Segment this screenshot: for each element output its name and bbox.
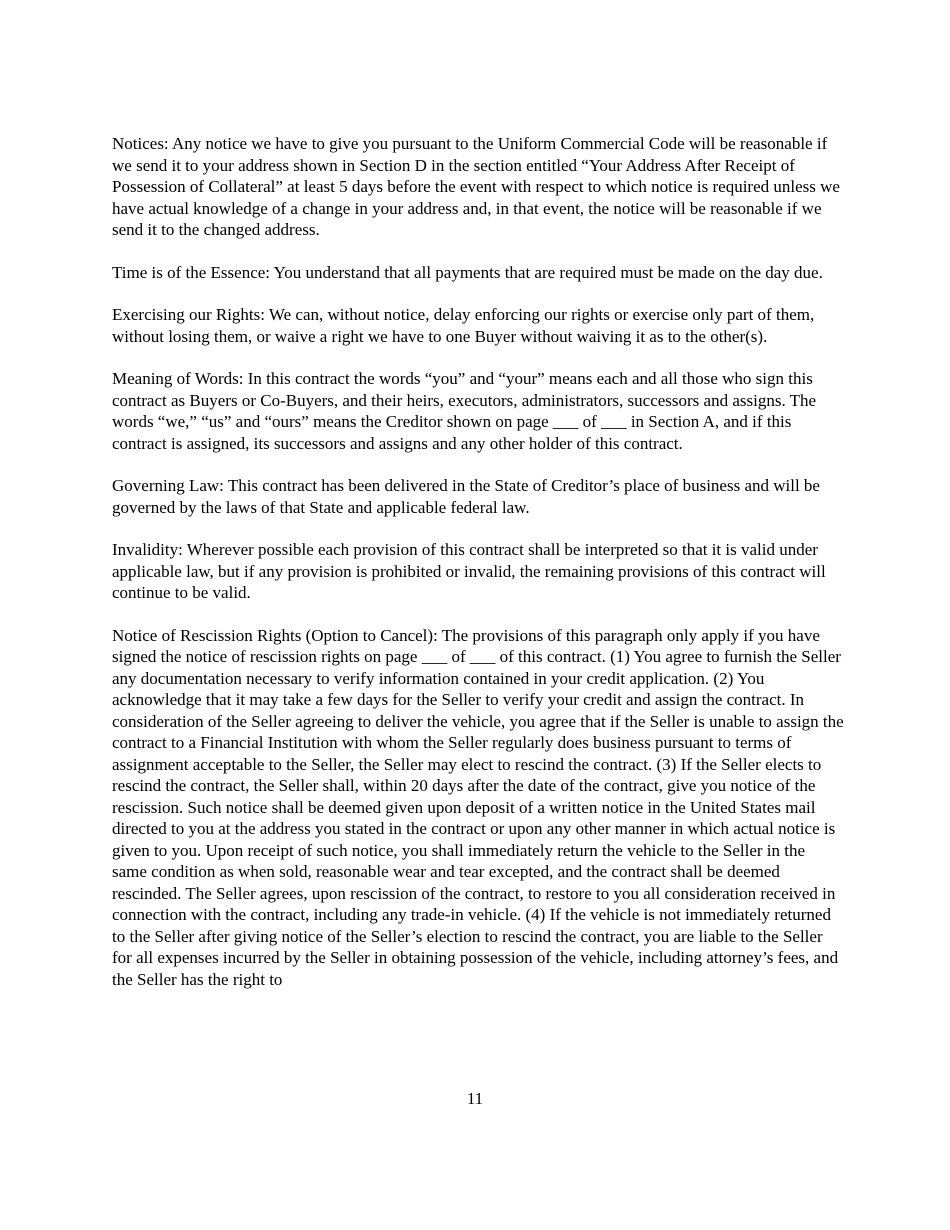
paragraph-notices: Notices: Any notice we have to give you pursuant to the Uniform Commercial Code will be reasonable if we send it to your address shown in Section D in the section entitled “Your Address After Receipt of Possession of Collateral” at least 5 days before the event with respect to which notice is required unless we have actual knowledge of a change in your address and, in that event, the notice will be reasonable if we send it to the changed address. <box>112 134 840 239</box>
paragraph-rescission-rights: Notice of Rescission Rights (Option to Cancel): The provisions of this paragraph only apply if you have signed the notice of rescission rights on page ___ of ___ of this contract. (1) You agree to furnish the Seller any documentation necessary to verify information contained in your credit application. (2) You acknowledge that it may take a few days for the Seller to verify your credit and assign the contract. In consideration of the Seller agreeing to deliver the vehicle, you agree that if the Seller is unable to assign the contract to a Financial Institution with whom the Seller regularly does business pursuant to terms of assignment acceptable to the Seller, the Seller may elect to rescind the contract. (3) If the Seller elects to rescind the contract, the Seller shall, within 20 days after the date of the contract, give you notice of the rescission. Such notice shall be deemed given upon deposit of a written notice in the United States mail directed to you at the address you stated in the contract or upon any other manner in which actual notice is given to you. Upon receipt of such notice, you shall immediately return the vehicle to the Seller in the same condition as when sold, reasonable wear and tear excepted, and the contract shall be deemed rescinded. The Seller agrees, upon rescission of the contract, to restore to you all consideration received in connection with the contract, including any trade-in vehicle. (4) If the vehicle is not immediately returned to the Seller after giving notice of the Seller’s election to rescind the contract, you are liable to the Seller for all expenses incurred by the Seller in obtaining possession of the vehicle, including attorney’s fees, and the Seller has the right to <box>112 625 844 989</box>
paragraph-time-of-essence: Time is of the Essence: You understand that all payments that are required must be made on the day due. <box>112 262 823 282</box>
paragraph-governing-law: Governing Law: This contract has been delivered in the State of Creditor’s place of business and will be governed by the laws of that State and applicable federal law. <box>112 476 820 517</box>
document-body <box>112 133 844 1011</box>
page-number: 11 <box>466 1089 484 1108</box>
paragraph-meaning-of-words: Meaning of Words: In this contract the words “you” and “your” means each and all those who sign this contract as Buyers or Co-Buyers, and their heirs, executors, administrators, successors and assigns. The words “we,” “us” and “ours” means the Creditor shown on page ___ of ___ in Section A, and if this contract is assigned, its successors and assigns and any other holder of this contract. <box>112 369 817 453</box>
paragraph-invalidity: Invalidity: Wherever possible each provision of this contract shall be interpreted so that it is valid under applicable law, but if any provision is prohibited or invalid, the remaining provisions of this contract will continue to be valid. <box>112 540 826 602</box>
paragraph-exercising-rights: Exercising our Rights: We can, without notice, delay enforcing our rights or exercise only part of them, without losing them, or waive a right we have to one Buyer without waiving it as to the other(s). <box>112 305 815 346</box>
